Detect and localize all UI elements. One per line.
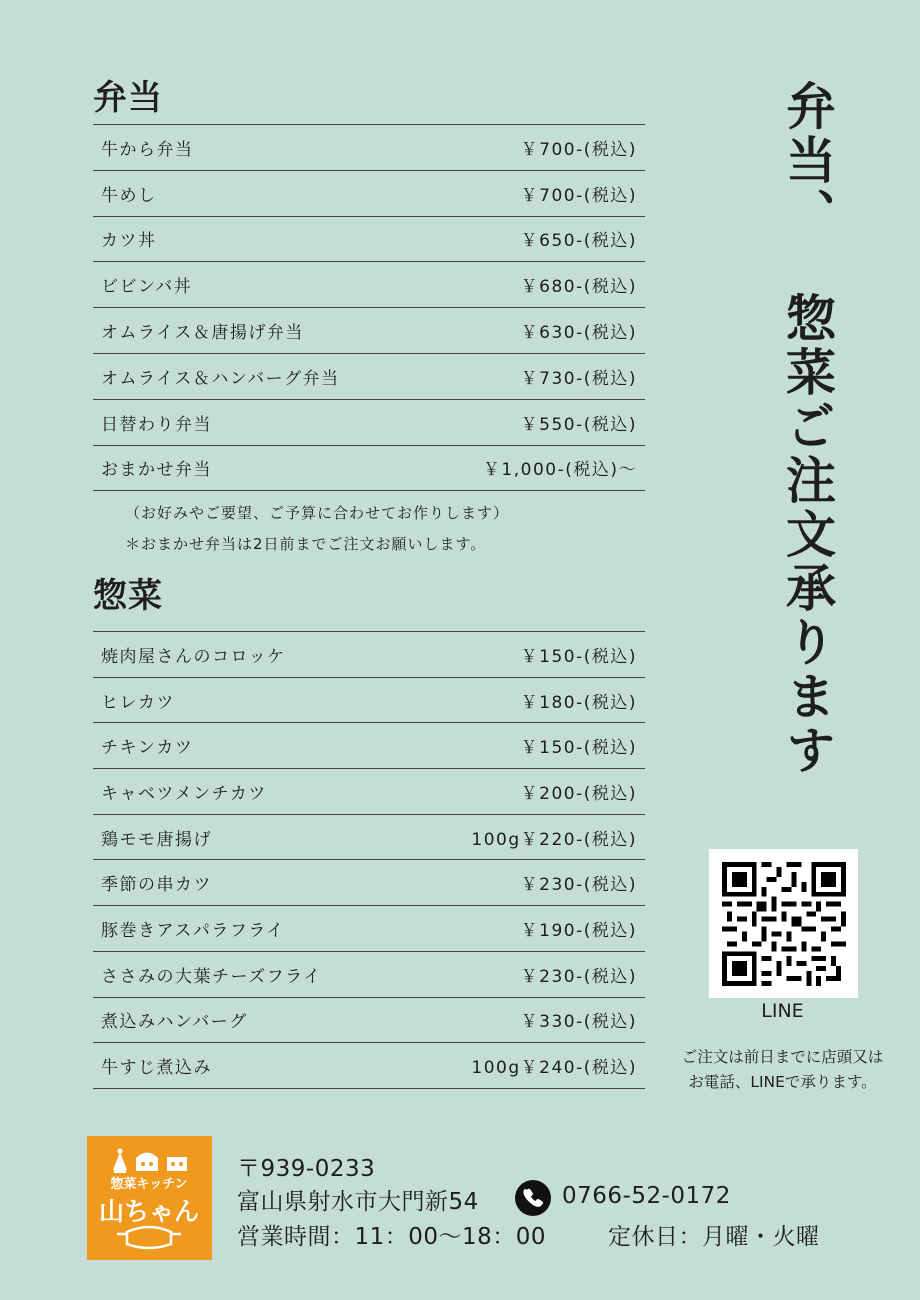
vertical-headline (778, 80, 836, 778)
menu-row (93, 262, 645, 308)
item-name: カツ丼 (101, 231, 157, 252)
menu-row (93, 860, 645, 906)
bento-section-title: 弁当 (93, 78, 163, 118)
headline-part2: 惣菜ご注文承ります (778, 292, 836, 778)
item-price: ￥650-(税込) (520, 231, 637, 252)
menu-row (93, 446, 645, 492)
menu-row (93, 171, 645, 217)
menu-row (93, 678, 645, 724)
item-name: 季節の串カツ (101, 875, 212, 896)
menu-row (93, 769, 645, 815)
menu-row (93, 125, 645, 171)
menu-row (93, 354, 645, 400)
logo-small-text: 惣菜キッチン (110, 1177, 188, 1192)
menu-row (93, 400, 645, 446)
item-price: ￥230-(税込) (520, 966, 637, 987)
item-name: ビビンバ丼 (101, 277, 193, 298)
item-name: チキンカツ (101, 738, 194, 759)
menu-row (93, 723, 645, 769)
item-price: ￥190-(税込) (520, 920, 637, 941)
item-name: 鶏モモ唐揚げ (101, 829, 212, 850)
item-name: 煮込みハンバーグ (101, 1012, 248, 1033)
item-price: ￥630-(税込) (520, 323, 637, 344)
menu-row (93, 1043, 645, 1089)
sozai-section-title: 惣菜 (93, 576, 163, 616)
order-note (655, 1045, 910, 1095)
qr-label: LINE (761, 1000, 804, 1022)
phone-number[interactable]: 0766-52-0172 (562, 1183, 731, 1209)
item-name: 焼肉屋さんのコロッケ (101, 646, 286, 667)
item-price: ￥730-(税込) (520, 368, 637, 389)
item-name: 牛すじ煮込み (101, 1058, 212, 1079)
item-name: キャベツメンチカツ (101, 783, 267, 804)
item-name: 牛めし (101, 185, 157, 206)
postal-code: 〒939-0233 (237, 1156, 376, 1182)
bento-note-advance-order: ＊おまかせ弁当は2日前までご注文お願いします。 (125, 535, 487, 553)
item-price: 100g￥220-(税込) (471, 829, 637, 850)
item-name: 牛から弁当 (101, 139, 194, 160)
headline-part1: 弁当、 (778, 80, 836, 242)
item-name: オムライス＆ハンバーグ弁当 (101, 368, 340, 389)
item-price: ￥1,000-(税込)～ (482, 460, 637, 481)
shop-logo (87, 1136, 212, 1260)
menu-row (93, 906, 645, 952)
order-note-line2: お電話、LINEで承ります。 (688, 1072, 877, 1091)
menu-row (93, 632, 645, 678)
item-name: オムライス＆唐揚げ弁当 (101, 323, 304, 344)
menu-row (93, 998, 645, 1044)
qr-code-icon[interactable] (709, 849, 858, 998)
item-price: ￥180-(税込) (520, 692, 637, 713)
item-price: ￥550-(税込) (520, 414, 637, 435)
item-price: ￥680-(税込) (520, 277, 637, 298)
item-price: ￥700-(税込) (520, 139, 637, 160)
closed-days: 定休日：月曜・火曜 (608, 1224, 820, 1250)
bento-note-preferences: （お好みやご要望、ご予算に合わせてお作りします） (125, 504, 510, 522)
item-price: ￥700-(税込) (520, 185, 637, 206)
logo-big-text: 山ちゃん (98, 1197, 200, 1226)
item-price: ￥150-(税込) (520, 738, 637, 759)
business-hours: 営業時間：11：00～18：00 (237, 1224, 547, 1250)
item-name: ヒレカツ (101, 692, 175, 713)
bento-menu-list (93, 124, 645, 491)
order-note-line1: ご注文は前日までに店頭又は (681, 1048, 884, 1066)
menu-row (93, 217, 645, 263)
item-price: ￥150-(税込) (520, 646, 637, 667)
item-price: ￥200-(税込) (520, 783, 637, 804)
item-name: ささみの大葉チーズフライ (101, 966, 322, 987)
sozai-menu-list (93, 631, 645, 1089)
phone-icon (515, 1180, 551, 1216)
address: 富山県射水市大門新54 (237, 1189, 479, 1215)
item-name: 豚巻きアスパラフライ (101, 920, 285, 941)
menu-row (93, 308, 645, 354)
menu-row (93, 952, 645, 998)
menu-row (93, 815, 645, 861)
item-price: ￥230-(税込) (520, 875, 637, 896)
item-name: おまかせ弁当 (101, 460, 212, 481)
item-name: 日替わり弁当 (101, 414, 212, 435)
item-price: 100g￥240-(税込) (471, 1058, 637, 1079)
item-price: ￥330-(税込) (520, 1012, 637, 1033)
